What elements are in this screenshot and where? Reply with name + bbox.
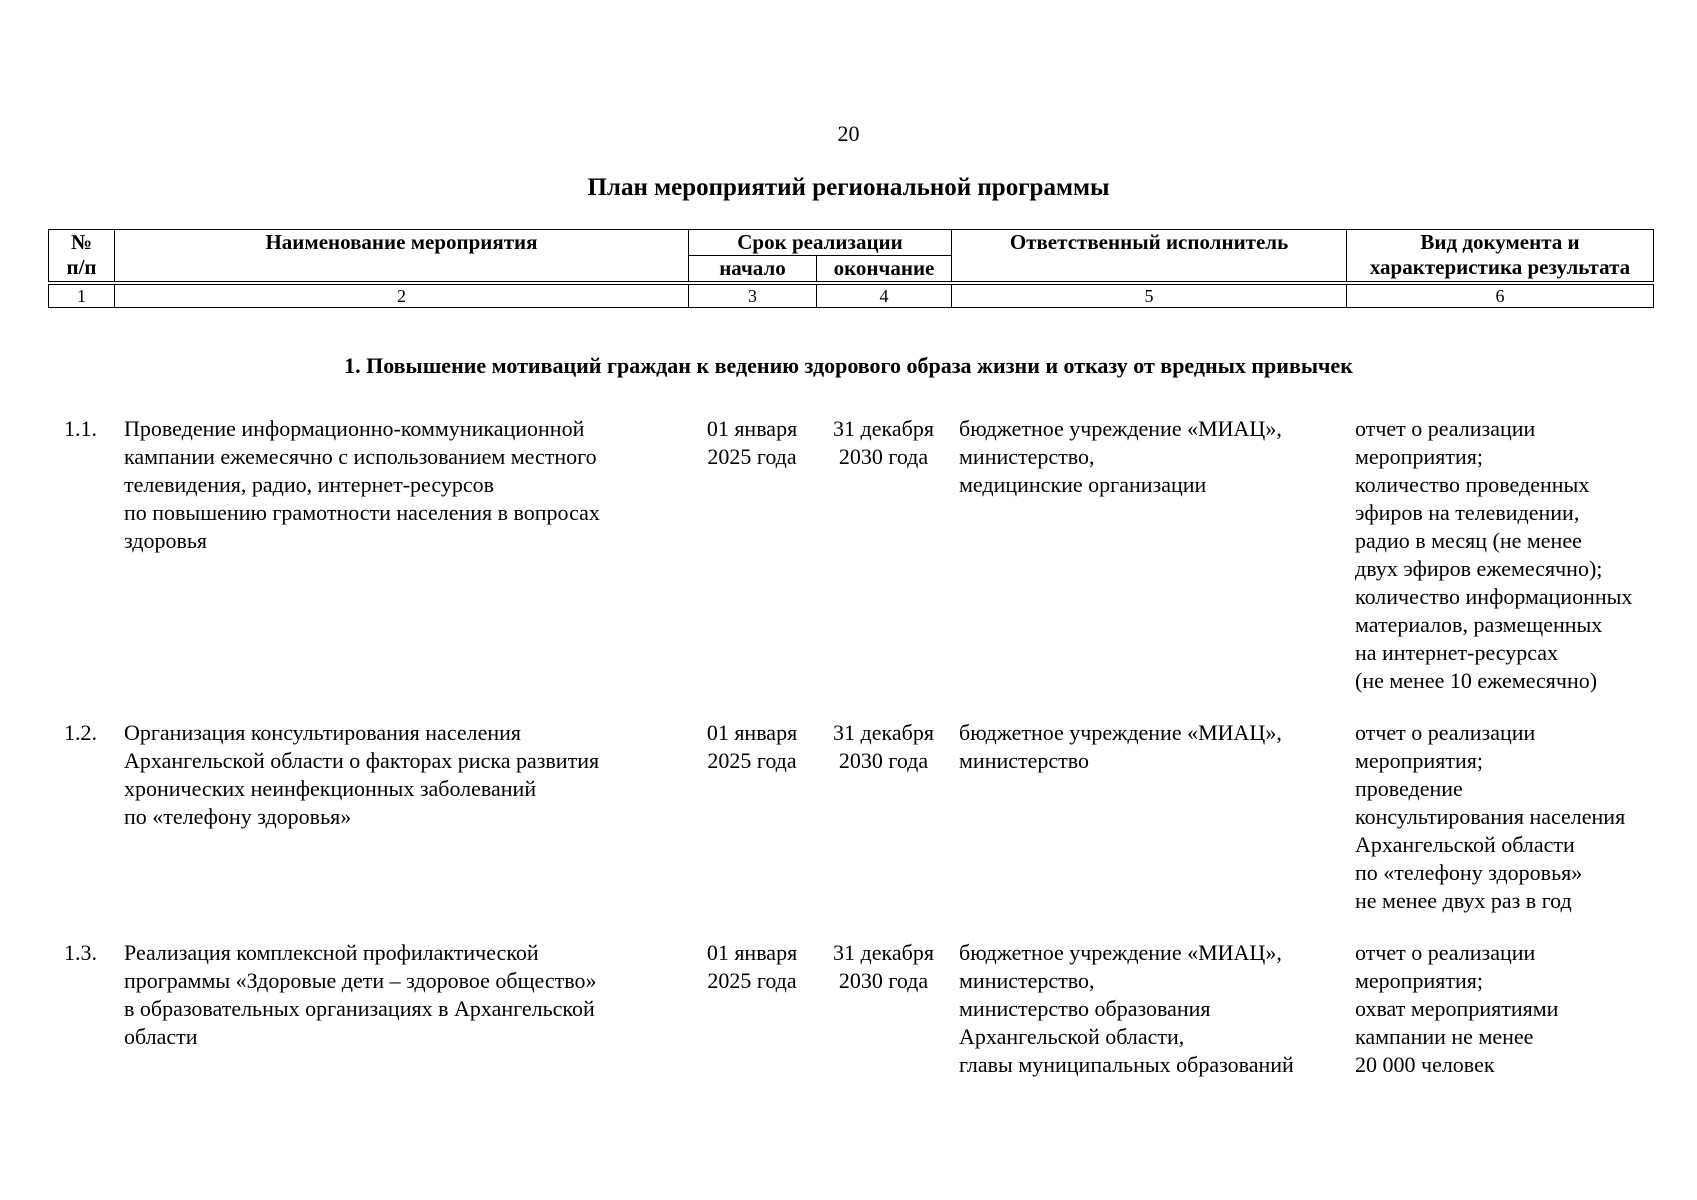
activity-list [48, 415, 1653, 1079]
index-cell: 6 [1347, 283, 1654, 308]
index-cell: 5 [952, 283, 1347, 308]
header-col-result: Вид документа и характеристика результата [1347, 230, 1654, 284]
row-activity-name: Реализация комплексной профилактической программы «Здоровые дети – здоровое общество» в образовательных организациях в Архангельской области [124, 940, 597, 1049]
row-responsible: бюджетное учреждение «МИАЦ», министерство [959, 720, 1282, 773]
row-number: 1.3. [64, 940, 97, 965]
row-start-date: 01 января 2025 года [706, 720, 798, 773]
index-cell: 4 [817, 283, 952, 308]
header-col-term: Срок реализации [689, 230, 952, 256]
row-end-date: 31 декабря 2030 года [833, 720, 934, 773]
row-activity-name: Проведение информационно-коммуникационной кампании ежемесячно с использованием местного телевидения, радио, интернет-ресурсов по повышению грамотности населения в вопросах здоровья [124, 416, 600, 553]
table-row [48, 939, 1653, 1079]
header-col-start: начало [689, 256, 817, 284]
header-col-end: окончание [817, 256, 952, 284]
document-title: План мероприятий региональной программы [587, 174, 1110, 201]
table-row [48, 415, 1653, 695]
row-result: отчет о реализации мероприятия; проведение консультирования населения Архангельской области по «телефону здоровья» не менее двух раз в год [1355, 720, 1626, 913]
row-number: 1.1. [64, 416, 97, 441]
row-start-date: 01 января 2025 года [706, 416, 798, 469]
section-heading: 1. Повышение мотиваций граждан к ведению здорового образа жизни и отказу от вредных привычек [344, 353, 1353, 378]
index-cell: 3 [689, 283, 817, 308]
row-end-date: 31 декабря 2030 года [833, 940, 934, 993]
row-start-date: 01 января 2025 года [706, 940, 798, 993]
row-responsible: бюджетное учреждение «МИАЦ», министерство, министерство образования Архангельской области, главы муниципальных образований [959, 940, 1294, 1077]
row-result: отчет о реализации мероприятия; охват мероприятиями кампании не менее 20 000 человек [1355, 940, 1559, 1077]
row-activity-name: Организация консультирования населения Архангельской области о факторах риска развития хронических неинфекционных заболеваний по «телефону здоровья» [124, 720, 600, 829]
table-row [48, 719, 1653, 915]
row-number: 1.2. [64, 720, 97, 745]
row-end-date: 31 декабря 2030 года [833, 416, 934, 469]
table-header [48, 229, 1654, 308]
index-cell: 1 [49, 283, 115, 308]
header-col-name: Наименование мероприятия [115, 230, 689, 284]
header-col-number: № п/п [49, 230, 115, 284]
page-number: 20 [837, 121, 860, 146]
header-index-row [49, 283, 1654, 308]
row-result: отчет о реализации мероприятия; количество проведенных эфиров на телевидении, радио в месяц (не менее двух эфиров ежемесячно); количество информационных материалов, размещенных на интернет-ресурсах (не менее 10 ежемесячно) [1355, 416, 1633, 693]
header-col-responsible: Ответственный исполнитель [952, 230, 1347, 284]
row-responsible: бюджетное учреждение «МИАЦ», министерство, медицинские организации [959, 416, 1282, 497]
index-cell: 2 [115, 283, 689, 308]
